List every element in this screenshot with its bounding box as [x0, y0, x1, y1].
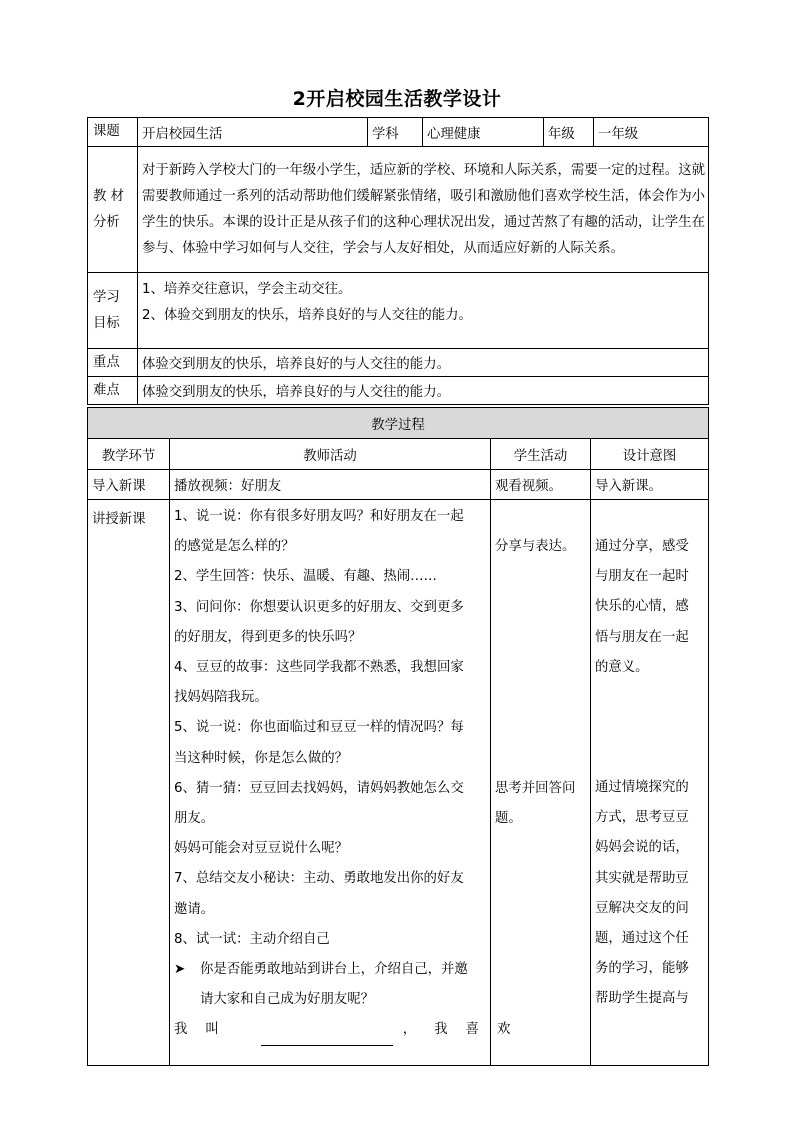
intent-line: 豆解决交友的问 [595, 900, 689, 916]
intent-line: 妈妈会说的话， [595, 840, 689, 856]
key-point-text: 体验交到朋友的快乐，培养良好的与人交往的能力。 [138, 349, 709, 377]
difficulty-text: 体验交到朋友的快乐，培养良好的与人交往的能力。 [138, 377, 709, 405]
main-row [88, 500, 709, 1066]
grade-value: 一年级 [594, 118, 709, 147]
col-header-stage: 教学环节 [88, 439, 170, 470]
analysis-text: 对于新跨入学校大门的一年级小学生，适应新的学校、环境和人际关系，需要一定的过程。这就需要教师通过一系列的活动帮助他们缓解紧张情绪，吸引和激励他们喜欢学校生活，体会作为小学生的快乐。本课的设计正是从孩子们的这种心理状况出发，通过苦熬了有趣的活动，让学生在参与、体验中学习如何与人交往，学会与人友好相处，从而适应好新的人际关系。 [138, 147, 709, 273]
teacher-line: 的好朋友，得到更多的快乐吗？ [174, 629, 362, 645]
teacher-line: 4、豆豆的故事：这些同学我都不熟悉，我想回家 [174, 660, 464, 676]
main-stage: 讲授新课 [88, 500, 170, 1066]
process-title: 教学过程 [88, 408, 709, 439]
teacher-line: 朋友。 [174, 811, 215, 827]
intent-line: 快乐的心情，感 [595, 599, 689, 615]
intro-stage: 导入新课 [88, 470, 170, 500]
intent-line: 悟与朋友在一起 [595, 629, 689, 645]
teacher-line: 8、试一试：主动介绍自己 [174, 931, 330, 947]
col-header-student: 学生活动 [491, 439, 591, 470]
teacher-line: 1、说一说：你有很多好朋友吗？和好朋友在一起 [174, 509, 464, 524]
student-activity-2: 思考并回答问 [495, 781, 576, 797]
goals-label: 学习 目标 [88, 273, 138, 349]
difficulty-label: 难点 [88, 377, 138, 405]
process-header-row [88, 439, 709, 470]
main-intent [591, 500, 709, 1066]
intent-line: 与朋友在一起时 [595, 569, 689, 585]
page-title: 2开启校园生活教学设计 [292, 88, 502, 110]
teacher-line: 7、总结交友小秘诀：主动、勇敢地发出你的好友 [174, 871, 464, 887]
process-title-row [88, 408, 709, 439]
subject-value: 心理健康 [423, 118, 544, 147]
main-teacher [170, 500, 529, 1066]
goal-item: 1、培养交往意识，学会主动交往。 [142, 282, 352, 297]
bullet-continuation: 请大家和自己成为好朋友呢？ [200, 992, 375, 1008]
process-table [87, 407, 709, 1066]
main-student [491, 500, 591, 1066]
teacher-line: 找妈妈陪我玩。 [174, 690, 268, 706]
intro-student: 观看视频。 [491, 470, 591, 500]
info-table [87, 117, 709, 405]
col-header-teacher: 教师活动 [170, 439, 491, 470]
bullet-item: ➤ 你是否能勇敢地站到讲台上，介绍自己，并邀 [174, 955, 486, 985]
teacher-line: 的感觉是怎么样的？ [174, 539, 295, 555]
student-activity-1: 分享与表达。 [495, 539, 576, 554]
intent-line: 的意义。 [595, 659, 649, 675]
intro-row [88, 470, 709, 500]
teacher-line: 5、说一说：你也面临过和豆豆一样的情况吗？每 [174, 720, 464, 736]
intent-line: 通过分享，感受 [595, 539, 689, 554]
goal-item: 2、体验交到朋友的快乐，培养良好的与人交往的能力。 [142, 308, 472, 323]
topic-label: 课题 [88, 118, 138, 147]
blank-underline [261, 1031, 393, 1046]
header-row [88, 118, 709, 147]
grade-label: 年级 [544, 118, 594, 147]
intent-line: 通过情境探究的 [595, 780, 689, 796]
student-activity-2b: 题。 [495, 811, 522, 827]
goals-row [88, 273, 709, 349]
col-header-intent: 设计意图 [591, 439, 709, 470]
key-point-row [88, 349, 709, 377]
intent-line: 方式，思考豆豆 [595, 810, 689, 826]
intent-line: 其实就是帮助豆 [595, 870, 689, 886]
intent-line: 题，通过这个任 [595, 931, 689, 947]
teacher-line: 6、猜一猜：豆豆回去找妈妈，请妈妈教她怎么交 [174, 780, 464, 796]
analysis-label: 教 材 分析 [88, 147, 138, 273]
intro-teacher: 播放视频：好朋友 [170, 470, 491, 500]
key-point-label: 重点 [88, 349, 138, 377]
topic-value: 开启校园生活 [138, 118, 368, 147]
difficulty-row [88, 377, 709, 405]
intent-line: 帮助学生提高与 [595, 991, 689, 1007]
analysis-row [88, 147, 709, 273]
teacher-line: 当这种时候，你是怎么做的？ [174, 750, 349, 766]
teacher-line: 妈妈可能会对豆豆说什么呢？ [174, 841, 349, 857]
arrow-bullet-icon: ➤ [174, 962, 186, 978]
teacher-line: 2、学生回答：快乐、温暖、有趣、热闹…… [174, 569, 437, 585]
teacher-line: 3、问问你：你想要认识更多的好朋友、交到更多 [174, 599, 464, 615]
fill-blank-line: 我叫 ，我喜欢 [174, 1015, 486, 1045]
goals-list [138, 273, 709, 349]
subject-label: 学科 [368, 118, 423, 147]
intent-line: 务的学习，能够 [595, 961, 689, 977]
teacher-line: 邀请。 [174, 901, 215, 917]
intro-intent: 导入新课。 [591, 470, 709, 500]
